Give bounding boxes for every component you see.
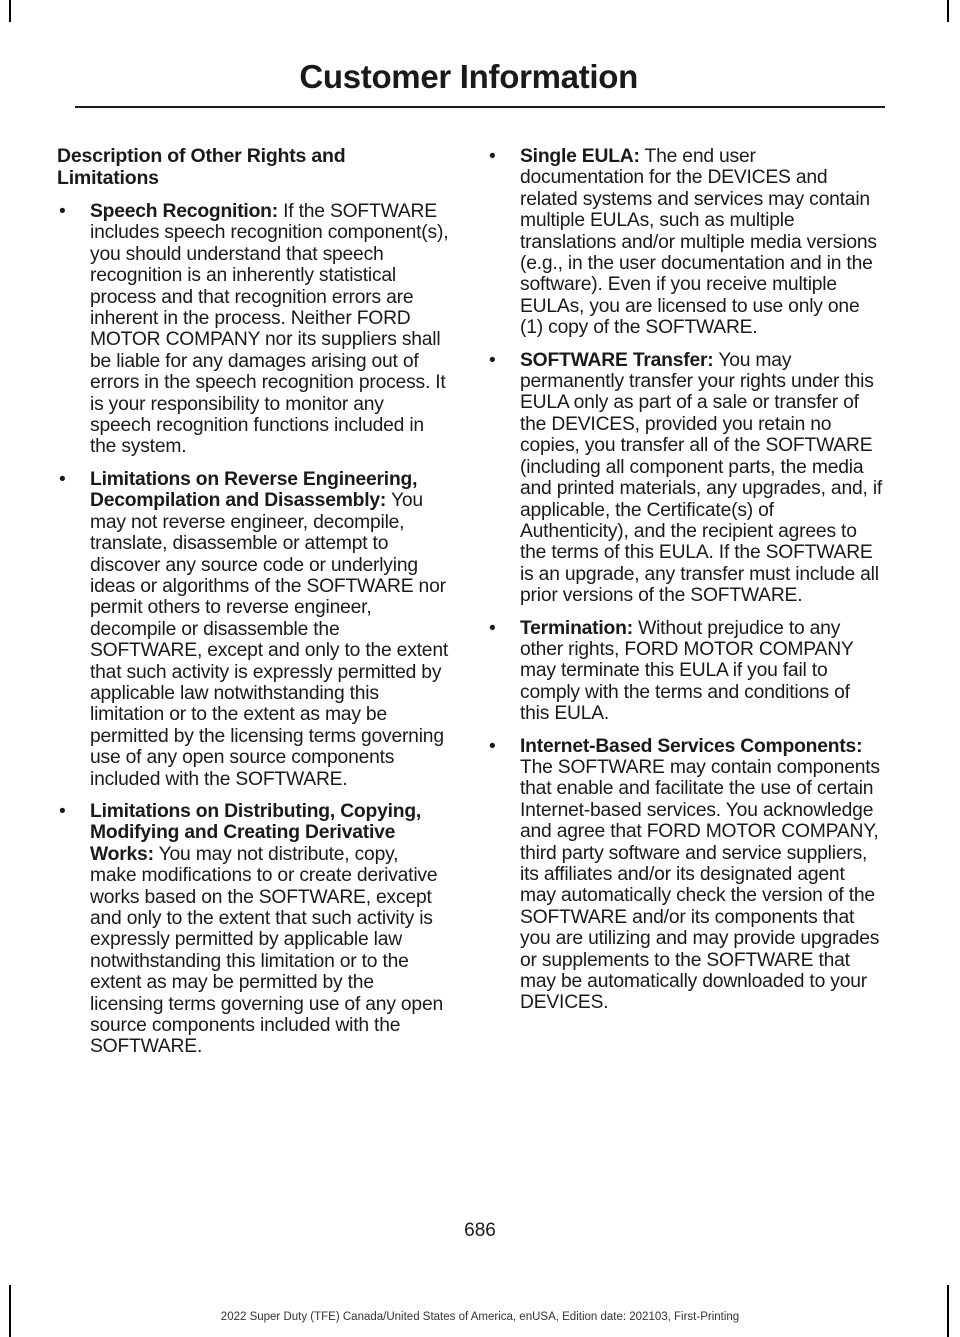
- item-term: Single EULA:: [520, 146, 640, 167]
- bullet-icon: •: [489, 349, 496, 371]
- item-term: Internet-Based Services Components:: [520, 735, 863, 757]
- list-item: [57, 469, 449, 790]
- left-column: [57, 146, 449, 1069]
- bullet-icon: •: [59, 800, 66, 822]
- item-term: Limitations on Reverse Engineering, Decompilation and Disassembly:: [90, 468, 418, 512]
- page-number: 686: [464, 1220, 496, 1241]
- list-item: [57, 201, 449, 458]
- bullet-icon: •: [59, 468, 66, 490]
- item-text: You may not distribute, copy, make modifications to or create derivative works based on the SOFTWARE, except and only to the extent that such activity is expressly permitted by applicable law notwithstanding this limitation or to the extent as may be permitted by the licensing terms governing use of any open source components included with the SOFTWARE.: [90, 843, 444, 1058]
- bullet-icon: •: [489, 735, 496, 757]
- item-text: You may not reverse engineer, decompile, translate, disassemble or attempt to discover any source code or underlying ideas or algorithms of the SOFTWARE nor permit others to reverse engineer, decompile or disassemble the SOFTWARE, except and only to the extent that such activity is expressly permitted by applicable law notwithstanding this limitation or to the extent as may be permitted by the licensing terms governing use of any open source components included with the SOFTWARE.: [90, 490, 448, 790]
- list-item: [487, 146, 883, 339]
- list-item: [487, 350, 883, 607]
- left-item-list: [57, 201, 449, 1058]
- bullet-icon: •: [489, 617, 496, 639]
- item-term: Speech Recognition:: [90, 201, 278, 222]
- header-divider: [75, 106, 885, 108]
- bullet-icon: •: [59, 201, 66, 222]
- item-term: SOFTWARE Transfer:: [520, 349, 714, 371]
- page-title: Customer Information: [299, 58, 638, 95]
- item-text: The SOFTWARE may contain components that enable and facilitate the use of certain Internet-based services. You acknowledge and agree that FORD MOTOR COMPANY, third party software and service suppliers, its affiliates and/or its designated agent may automatically check the version of the SOFTWARE and/or its components that you are utilizing and may provide upgrades or supplements to the SOFTWARE that may be automatically downloaded to your DEVICES.: [520, 756, 880, 1014]
- item-text: You may permanently transfer your rights under this EULA only as part of a sale or transfer of the DEVICES, provided you retain no copies, you transfer all of the SOFTWARE (including all component parts, the media and printed materials, any upgrades, and, if applicable, the Certificate(s) of Authenticity), and the recipient agrees to the terms of this EULA. If the SOFTWARE is an upgrade, any transfer must include all prior versions of the SOFTWARE.: [520, 349, 883, 607]
- right-column: [487, 146, 883, 1025]
- crop-mark-top-left: [9, 0, 11, 22]
- item-text: Without prejudice to any other rights, FORD MOTOR COMPANY may terminate this EULA if you fail to comply with the terms and conditions of this EULA.: [520, 617, 854, 725]
- list-item: [487, 618, 883, 725]
- item-term: Limitations on Distributing, Copying, Modifying and Creating Derivative Works:: [90, 800, 422, 865]
- bullet-icon: •: [489, 146, 496, 167]
- edition-footer: 2022 Super Duty (TFE) Canada/United States of America, enUSA, Edition date: 202103, First-Printing: [220, 1311, 740, 1323]
- item-text: If the SOFTWARE includes speech recognition component(s), you should understand that speech recognition is an inherently statistical process and that recognition errors are inherent in the process. Neither FORD MOTOR COMPANY nor its suppliers shall be liable for any damages arising out of errors in the speech recognition process. It is your responsibility to monitor any speech recognition functions included in the system.: [90, 201, 449, 458]
- list-item: [487, 736, 883, 1014]
- section-heading: Description of Other Rights and Limitations: [57, 145, 346, 189]
- right-item-list: [487, 146, 883, 1014]
- list-item: [57, 801, 449, 1058]
- item-term: Termination:: [520, 617, 633, 639]
- crop-mark-top-right: [947, 0, 949, 22]
- item-text: The end user documentation for the DEVICES and related systems and services may contain multiple EULAs, such as multiple translations and/or multiple media versions (e.g., in the user documentation and in the software). Even if you receive multiple EULAs, you are licensed to use only one (1) copy of the SOFTWARE.: [520, 146, 877, 339]
